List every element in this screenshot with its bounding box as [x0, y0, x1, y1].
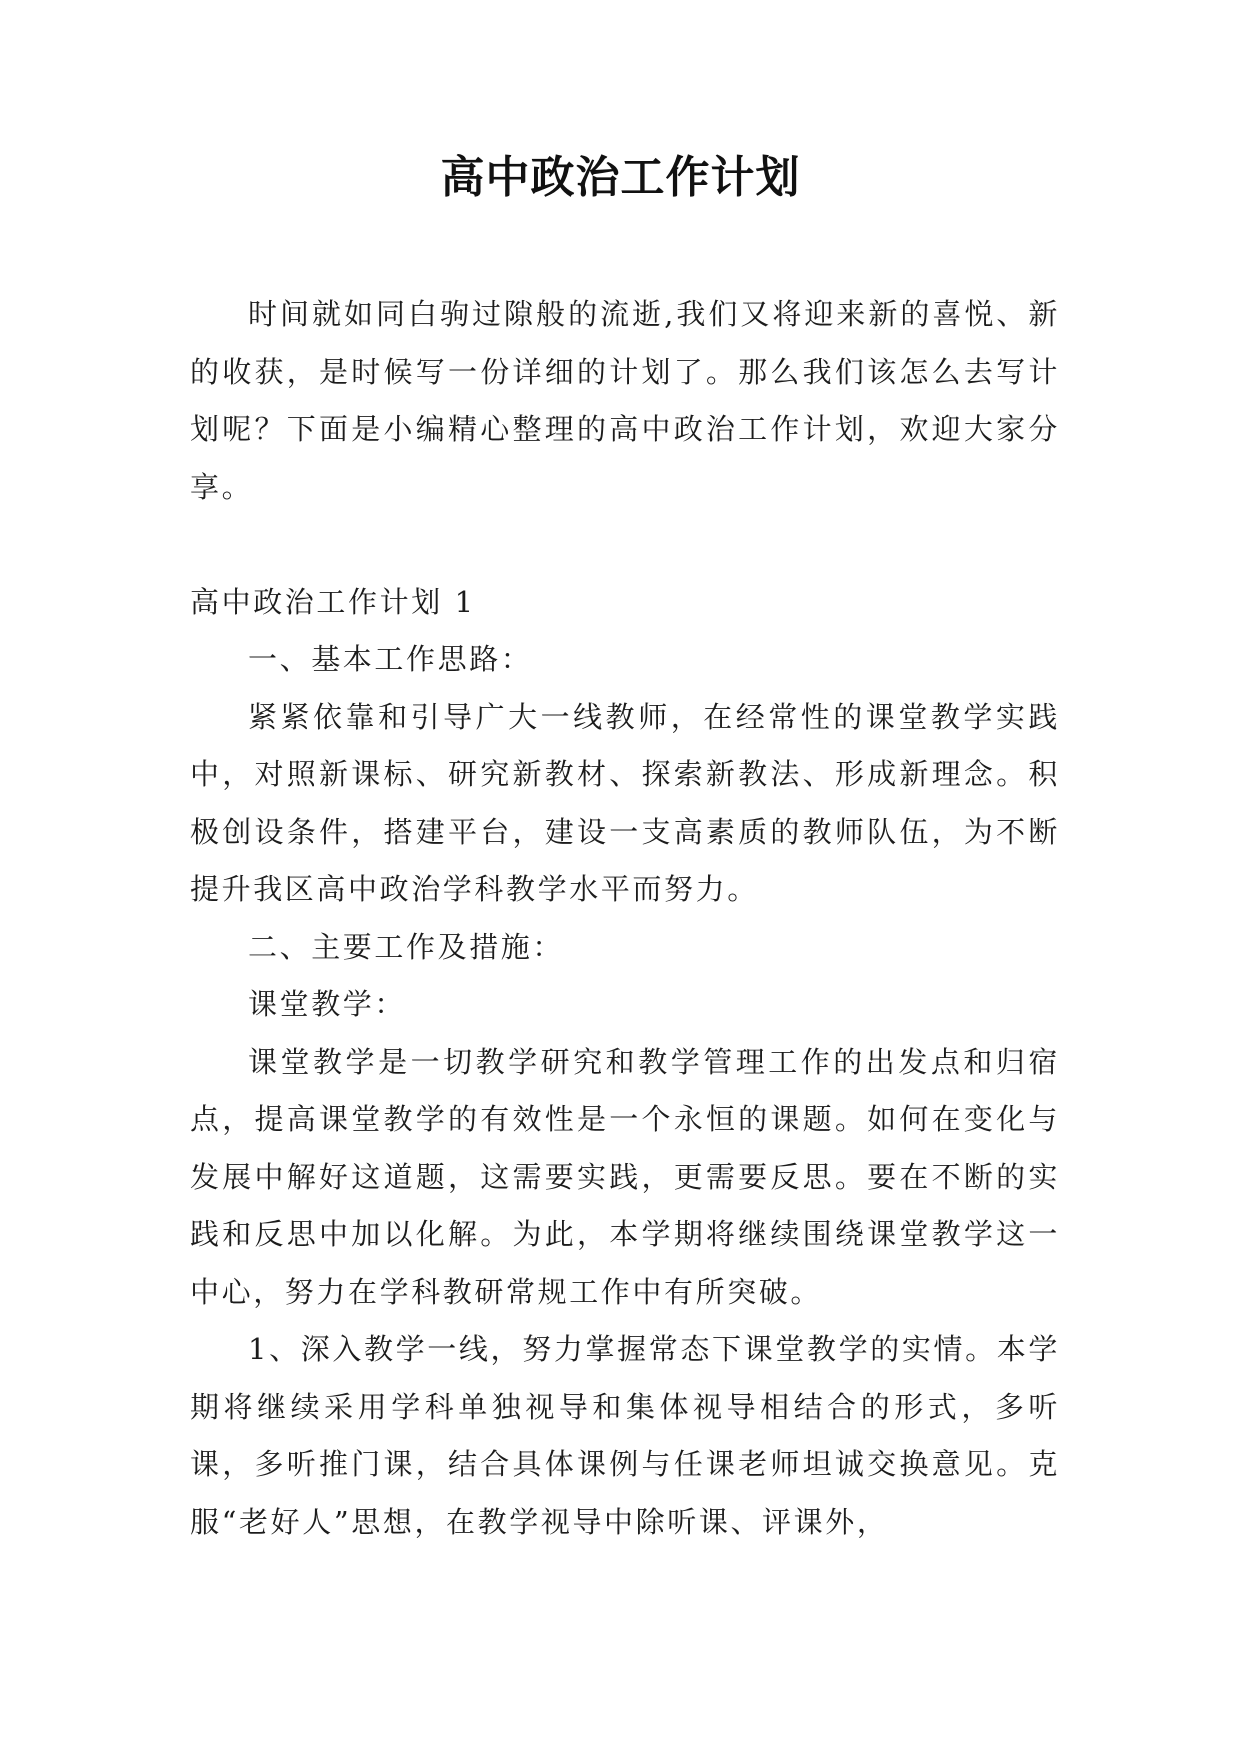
heading-basic-approach: 一、基本工作思路：: [248, 642, 533, 676]
paragraph-classroom-teaching: 课堂教学是一切教学研究和教学管理工作的出发点和归宿点，提高课堂教学的有效性是一个永恒的课题。如何在变化与发展中解好这道题，这需要实践，更需要反思。要在不断的实践和反思中加以化解。为此，本学期将继续围绕课堂教学这一中心，努力在学科教研常规工作中有所突破。: [190, 1044, 1060, 1309]
paragraph-item-1: 1、深入教学一线，努力掌握常态下课堂教学的实情。本学期将继续采用学科单独视导和集体视导相结合的形式，多听课，多听推门课，结合具体课例与任课老师坦诚交换意见。克服“老好人”思想，在教学视导中除听课、评课外，: [190, 1332, 1060, 1539]
heading-classroom-teaching: 课堂教学：: [248, 987, 407, 1021]
document-body: [190, 286, 1060, 1551]
heading-main-work: 二、主要工作及措施：: [248, 929, 565, 964]
intro-paragraph: 时间就如同白驹过隙般的流逝,我们又将迎来新的喜悦、新的收获，是时候写一份详细的计划了。那么我们该怎么去写计划呢？下面是小编精心整理的高中政治工作计划，欢迎大家分享。: [190, 297, 1060, 504]
paragraph-basic-approach: 紧紧依靠和引导广大一线教师，在经常性的课堂教学实践中，对照新课标、研究新教材、探索新教法、形成新理念。积极创设条件，搭建平台，建设一支高素质的教师队伍，为不断提升我区高中政治学科教学水平而努力。: [190, 699, 1060, 906]
section-heading: 高中政治工作计划 1: [190, 584, 476, 619]
document-title: 高中政治工作计划: [440, 152, 801, 203]
